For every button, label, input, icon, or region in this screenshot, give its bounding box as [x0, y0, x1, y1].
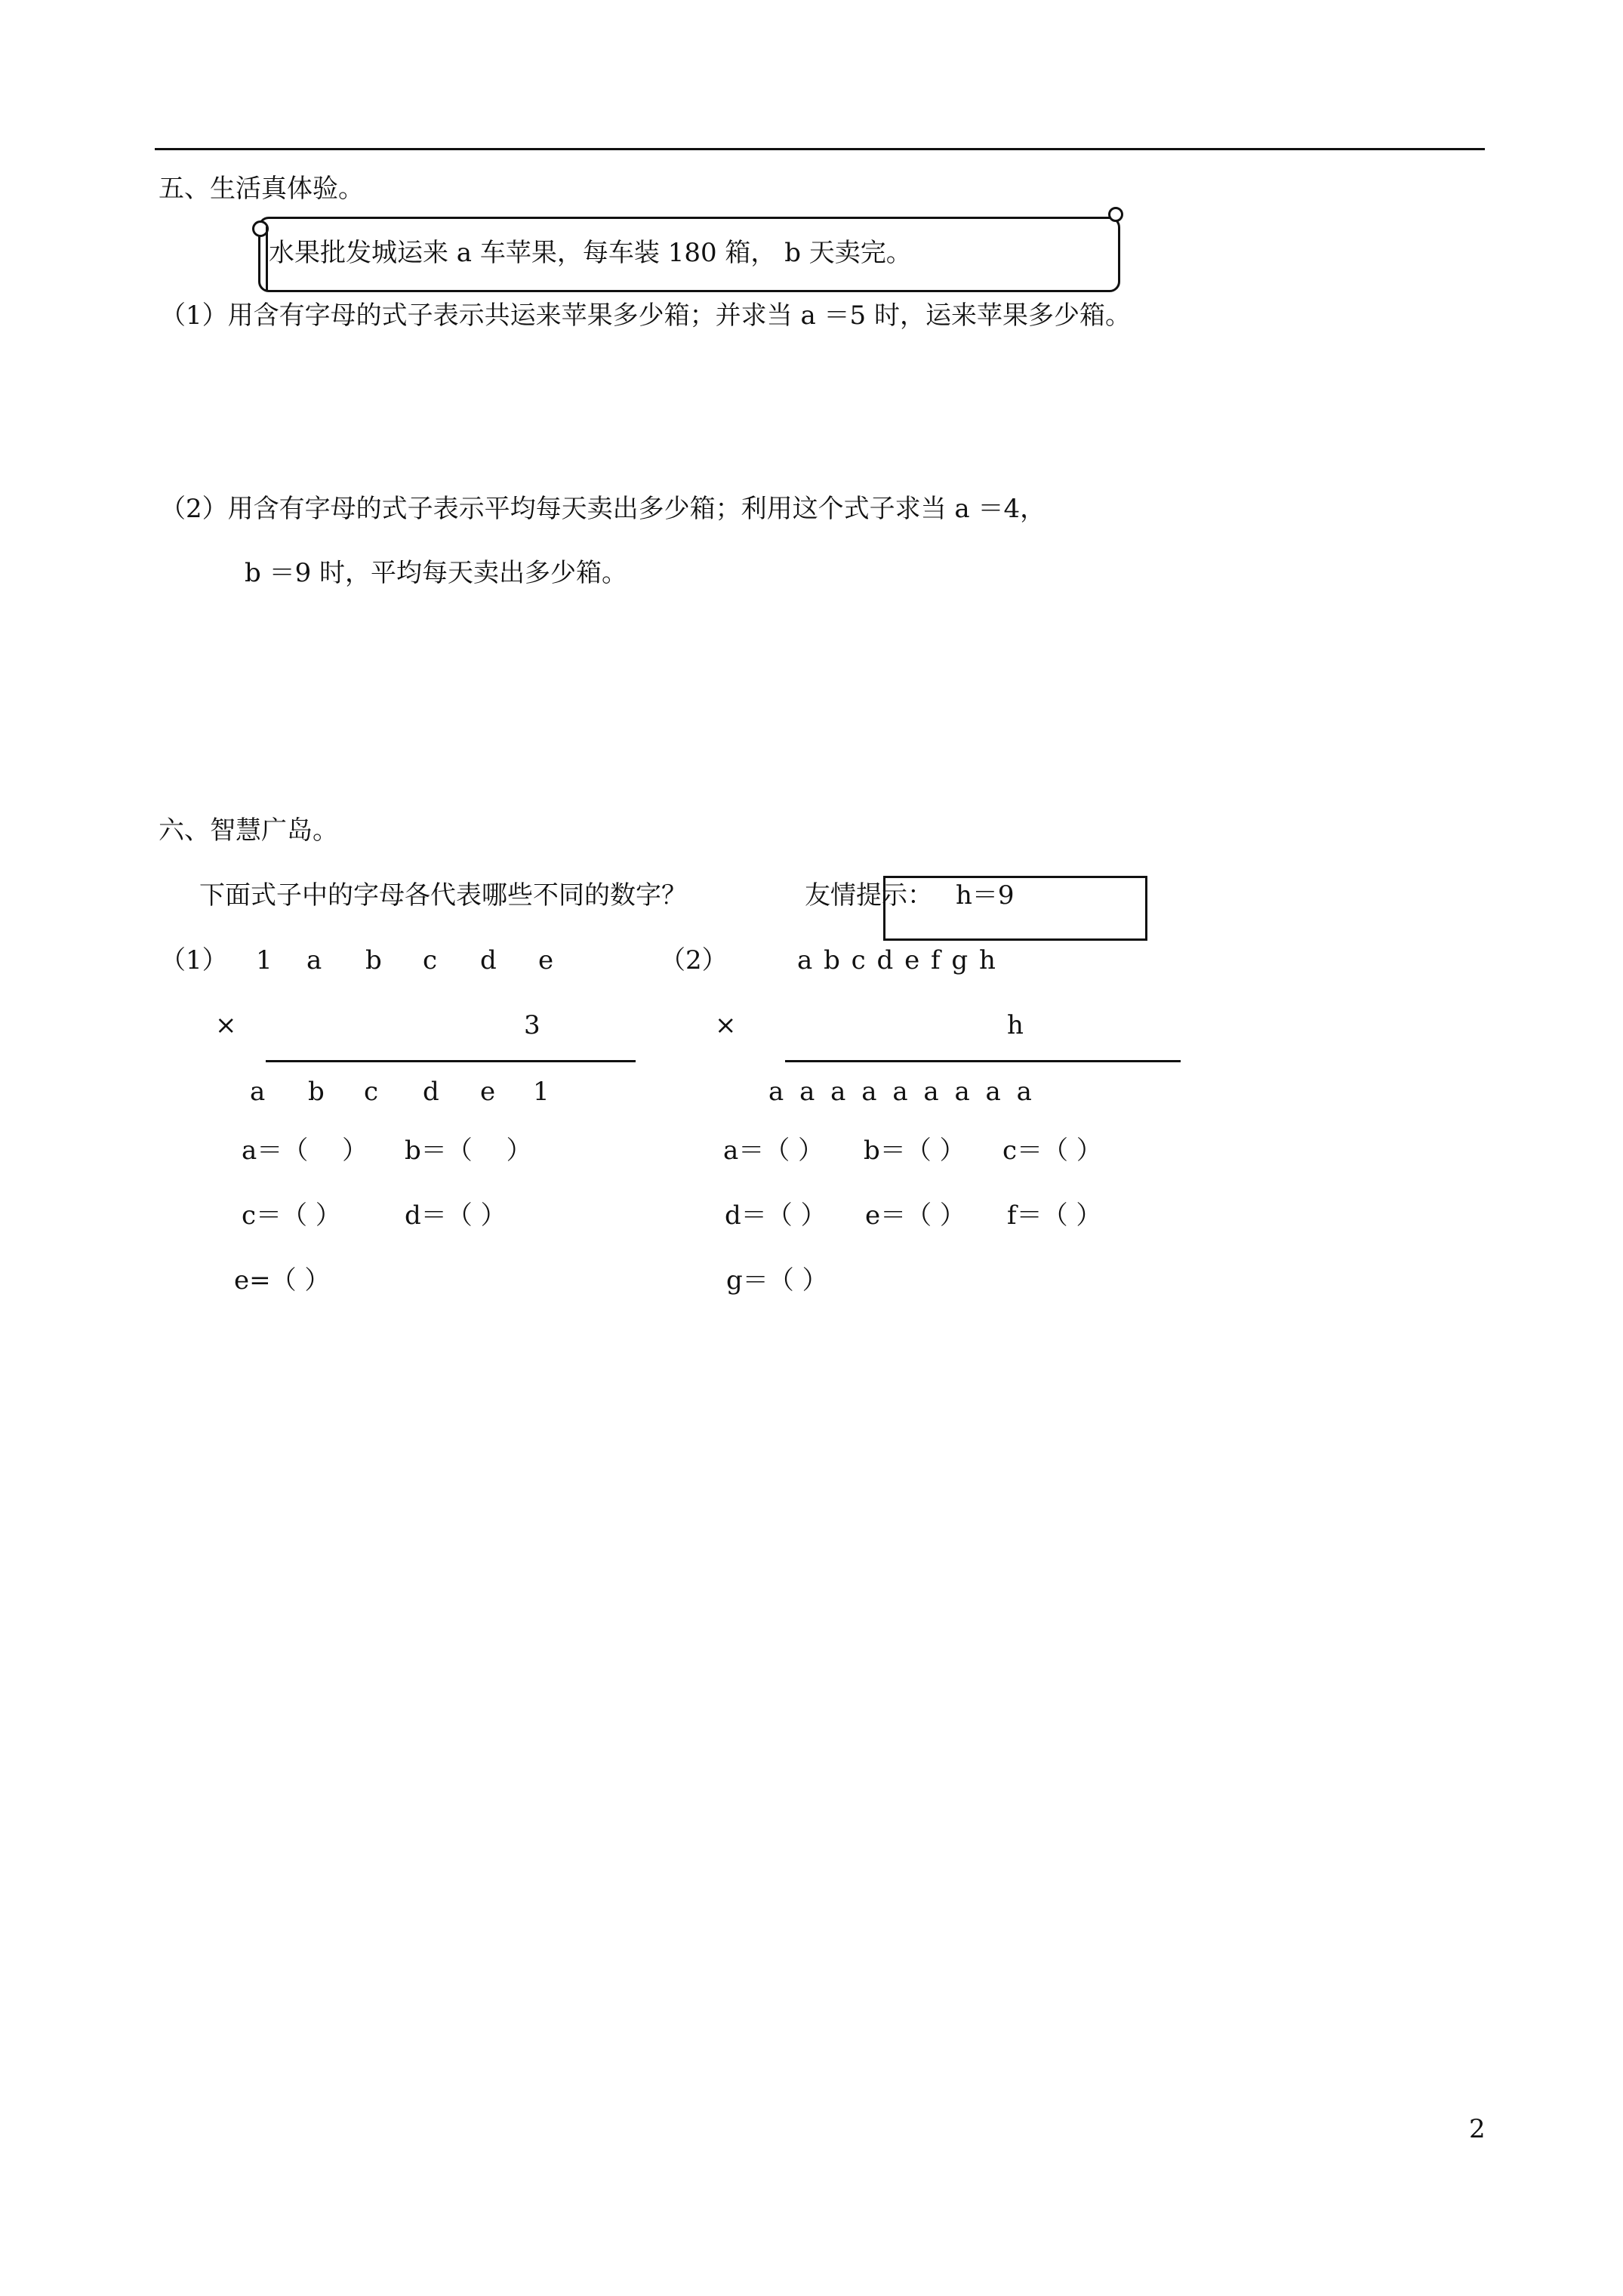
puzzle-1-top-letter: b	[365, 945, 382, 975]
puzzle-prompt: 下面式子中的字母各代表哪些不同的数字？	[199, 880, 687, 911]
puzzle-1-top-letter: d	[480, 945, 497, 975]
puzzle-1-result-letter: d	[423, 1077, 439, 1107]
puzzle-1-times-sign: ×	[215, 1010, 237, 1040]
puzzle-1-answer-e[interactable]: e=（ ）	[234, 1265, 331, 1296]
puzzle-1-top-letter: a	[306, 945, 322, 975]
puzzle-1-top-letter: c	[423, 945, 438, 975]
puzzle-2-answer-a[interactable]: a＝（ ）	[723, 1136, 824, 1166]
puzzle-2-times-sign: ×	[715, 1010, 737, 1040]
question-2-line-2: b ＝9 时，平均每天卖出多少箱。	[245, 558, 628, 588]
puzzle-2-multiplier: h	[1007, 1010, 1024, 1040]
puzzle-2-answer-f[interactable]: f＝（ ）	[1007, 1200, 1102, 1231]
puzzle-1-answer-a[interactable]: a＝（ ）	[242, 1136, 368, 1166]
puzzle-1-answer-c[interactable]: c＝（ ）	[242, 1200, 341, 1231]
puzzle-2-answer-d[interactable]: d＝（ ）	[725, 1200, 827, 1231]
puzzle-2-top-row: a b c d e f g h	[797, 945, 997, 975]
puzzle-2-result-row: a a a a a a a a a	[768, 1077, 1036, 1107]
hint-label: 友情提示：	[805, 880, 933, 911]
scroll-fold-line	[266, 227, 268, 290]
puzzle-1-result-letter: e	[480, 1077, 496, 1107]
section-5-heading: 五、生活真体验。	[159, 174, 364, 204]
puzzle-1-top-digit: 1	[256, 945, 273, 975]
section-6-heading: 六、智慧广岛。	[159, 815, 338, 846]
puzzle-2-answer-b[interactable]: b＝（ ）	[864, 1136, 965, 1166]
page-number: 2	[1469, 2114, 1486, 2144]
puzzle-1-answer-b[interactable]: b＝（ ）	[405, 1136, 532, 1166]
puzzle-2-answer-c[interactable]: c＝（ ）	[1002, 1136, 1102, 1166]
hint-box	[883, 876, 1147, 941]
puzzle-1-result-letter: c	[364, 1077, 379, 1107]
puzzle-2-rule	[785, 1060, 1181, 1062]
puzzle-1-answer-d[interactable]: d＝（ ）	[405, 1200, 507, 1231]
puzzle-1-result-digit: 1	[533, 1077, 550, 1107]
question-1: （1）用含有字母的式子表示共运来苹果多少箱；并求当 a ＝5 时，运来苹果多少箱。	[160, 300, 1131, 331]
puzzle-2-answer-g[interactable]: g＝（ ）	[726, 1265, 828, 1296]
scroll-text: 水果批发城运来 a 车苹果，每车装 180 箱， b 天卖完。	[269, 238, 912, 268]
puzzle-1-result-letter: b	[308, 1077, 325, 1107]
puzzle-1-label: （1）	[160, 945, 228, 975]
hint-value: h＝9	[956, 880, 1015, 911]
puzzle-2-answer-e[interactable]: e＝（ ）	[865, 1200, 965, 1231]
question-2-line-1: （2）用含有字母的式子表示平均每天卖出多少箱；利用这个式子求当 a ＝4，	[160, 494, 1046, 524]
header-rule	[155, 148, 1485, 150]
scroll-curl-right	[1108, 207, 1123, 222]
puzzle-1-multiplier: 3	[524, 1010, 540, 1040]
puzzle-2-label: （2）	[660, 945, 728, 975]
puzzle-1-result-letter: a	[250, 1077, 266, 1107]
puzzle-1-top-letter: e	[538, 945, 554, 975]
puzzle-1-rule	[266, 1060, 636, 1062]
